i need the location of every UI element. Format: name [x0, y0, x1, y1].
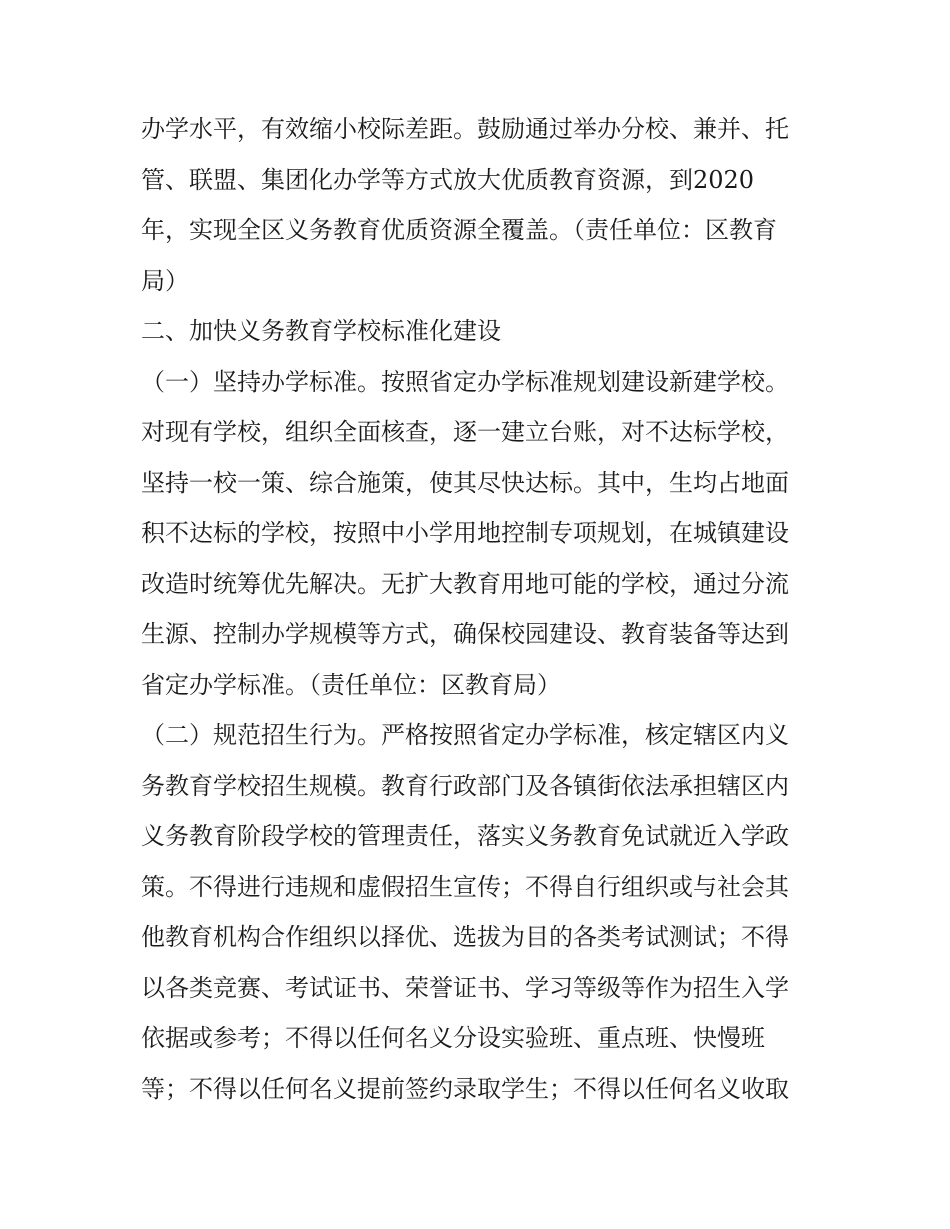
text-line: 生源、控制办学规模等方式，确保校园建设、教育装备等达到	[141, 620, 789, 648]
text-line: 积不达标的学校，按照中小学用地控制专项规划，在城镇建设	[141, 519, 789, 547]
section-heading: 二、加快义务教育学校标准化建设	[141, 317, 501, 345]
text-line: 坚持一校一策、综合施策，使其尽快达标。其中，生均占地面	[141, 468, 789, 497]
text-line: 省定办学标准。（责任单位：区教育局）	[141, 670, 561, 699]
text-line: （二）规范招生行为。严格按照省定办学标准，核定辖区内义	[141, 721, 789, 749]
text-line: 等；不得以任何名义提前签约录取学生；不得以任何名义收取	[141, 1074, 789, 1103]
text-line: 管、联盟、集团化办学等方式放大优质教育资源，到2020	[141, 165, 755, 194]
text-line: 局）	[141, 266, 189, 295]
text-line: 策。不得进行违规和虚假招生宣传；不得自行组织或与社会其	[141, 872, 789, 901]
text-line: 年，实现全区义务教育优质资源全覆盖。（责任单位：区教育	[141, 216, 777, 244]
text-line: 改造时统筹优先解决。无扩大教育用地可能的学校，通过分流	[141, 569, 789, 598]
text-line: 义务教育阶段学校的管理责任，落实义务教育免试就近入学政	[141, 822, 789, 850]
text-line: （一）坚持办学标准。按照省定办学标准规划建设新建学校。	[141, 367, 789, 396]
body-text	[141, 104, 821, 1114]
text-line: 对现有学校，组织全面核查，逐一建立台账，对不达标学校，	[141, 418, 789, 446]
text-line: 务教育学校招生规模。教育行政部门及各镇街依法承担辖区内	[141, 771, 789, 800]
text-line: 办学水平，有效缩小校际差距。鼓励通过举办分校、兼并、托	[141, 115, 789, 143]
text-line: 他教育机构合作组织以择优、选拔为目的各类考试测试；不得	[141, 923, 789, 951]
text-line: 以各类竞赛、考试证书、荣誉证书、学习等级等作为招生入学	[141, 973, 789, 1002]
text-line: 依据或参考；不得以任何名义分设实验班、重点班、快慢班	[141, 1024, 765, 1052]
